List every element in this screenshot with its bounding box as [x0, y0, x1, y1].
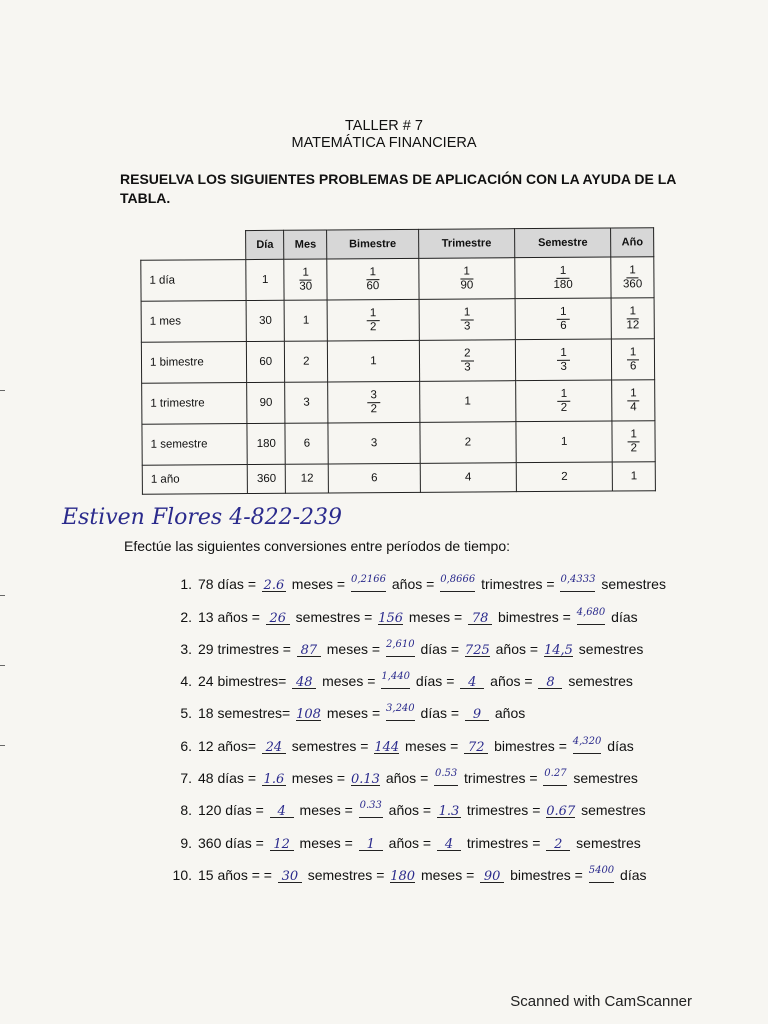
problem-number: 10.	[172, 866, 192, 883]
answer-blank	[546, 800, 575, 818]
handwritten-answer: 90	[483, 868, 501, 884]
handwritten-answer: 4,680	[576, 606, 606, 618]
numerator: 3	[367, 389, 380, 403]
fraction	[557, 305, 570, 332]
fraction	[627, 346, 640, 373]
answer-blank	[292, 671, 316, 689]
problem-text: trimestres =	[460, 770, 542, 787]
problem-number: 2.	[180, 608, 192, 625]
answer-blank	[262, 768, 286, 786]
fraction	[299, 266, 312, 293]
table-cell: 1	[246, 259, 285, 300]
handwritten-answer: 72	[467, 739, 485, 755]
answer-blank	[278, 865, 302, 883]
numerator: 1	[460, 265, 473, 279]
answer-blank	[464, 736, 488, 754]
table-corner	[143, 231, 167, 259]
problem-text: meses =	[295, 802, 357, 819]
numerator: 1	[626, 264, 639, 278]
table-cell: 180	[247, 423, 286, 464]
handwritten-answer: 0,2166	[350, 574, 386, 586]
answer-blank	[390, 865, 415, 883]
table-cell: 4	[420, 463, 516, 493]
answer-blank	[437, 833, 461, 851]
problem-line	[168, 754, 688, 786]
denominator: 2	[370, 402, 378, 415]
problem-number: 4.	[180, 673, 192, 690]
scan-edge-mark	[0, 665, 5, 666]
table-cell: 3	[285, 382, 328, 423]
fraction	[367, 307, 380, 334]
problem-text: 29 trimestres =	[198, 640, 295, 657]
handwritten-answer: 3,240	[386, 703, 415, 715]
handwritten-answer: 0,4333	[560, 574, 596, 586]
answer-blank	[381, 672, 410, 689]
denominator: 360	[622, 277, 643, 290]
answer-blank	[468, 607, 492, 625]
table-cell: 60	[246, 341, 285, 382]
problem-text: 12 años=	[198, 737, 260, 754]
problem-line	[168, 592, 688, 624]
denominator: 2	[560, 401, 568, 414]
table-row	[142, 462, 655, 495]
answer-blank	[589, 866, 614, 883]
problem-text: semestres	[574, 640, 644, 657]
problem-text: trimestres =	[462, 834, 545, 851]
row-label: 1 semestre	[142, 424, 247, 466]
problem-text: 18 semestres=	[198, 705, 295, 722]
problem-text: 24 bimestres=	[198, 673, 291, 690]
table-cell	[327, 299, 419, 341]
answer-blank	[480, 865, 504, 883]
problem-line	[168, 689, 688, 721]
exercise-intro: Efectúe las siguientes conversiones entre períodos de tiempo:	[124, 538, 511, 554]
problem-text: años =	[381, 770, 433, 787]
handwritten-answer: 108	[296, 707, 321, 723]
scanner-watermark: Scanned with CamScanner	[510, 993, 692, 1010]
table-row	[141, 298, 654, 343]
problem-line	[168, 721, 688, 753]
table-cell	[515, 257, 612, 299]
table-cell	[419, 258, 516, 300]
denominator: 6	[629, 359, 637, 372]
answer-blank	[546, 833, 570, 851]
problem-text: 120 días =	[198, 802, 268, 819]
column-header: Año	[611, 228, 654, 257]
problem-number: 7.	[180, 770, 192, 787]
table-cell: 1	[285, 300, 328, 341]
fraction	[553, 264, 572, 291]
problem-text: días =	[416, 705, 463, 722]
problem-text: años	[490, 705, 526, 722]
denominator: 3	[560, 360, 567, 373]
column-header: Trimestre	[418, 229, 514, 259]
table-cell	[516, 380, 613, 422]
problem-text: 360 días =	[198, 834, 268, 851]
table-cell	[515, 339, 612, 381]
numerator: 1	[367, 307, 380, 321]
answer-blank	[543, 769, 567, 786]
numerator: 2	[461, 347, 474, 361]
table-cell: 2	[420, 422, 517, 464]
problem-text: días	[616, 866, 647, 883]
table-cell	[419, 340, 516, 382]
fraction	[461, 347, 474, 374]
table-cell	[612, 421, 655, 462]
problem-text: meses =	[322, 705, 385, 722]
student-name-id: Estiven Flores 4-822-239	[62, 505, 343, 530]
table-cell: 360	[247, 464, 286, 493]
table-cell: 90	[247, 382, 286, 423]
handwritten-answer: 2.6	[263, 578, 285, 594]
denominator: 30	[299, 280, 313, 293]
denominator: 60	[366, 279, 380, 292]
problem-text: años =	[384, 834, 435, 851]
numerator: 1	[558, 387, 571, 401]
problem-line	[168, 625, 688, 657]
scan-edge-mark	[0, 390, 5, 391]
problem-text: trimestres =	[477, 576, 559, 593]
row-label: 1 día	[141, 260, 246, 302]
handwritten-answer: 8	[546, 675, 555, 691]
problem-text: meses =	[287, 576, 349, 593]
problem-text: bimestres =	[506, 866, 587, 883]
problem-text: meses =	[295, 834, 357, 851]
problem-text: semestres	[577, 802, 646, 819]
handwritten-answer: 4	[468, 675, 477, 691]
problem-text: meses =	[318, 673, 380, 690]
handwritten-answer: 4,320	[572, 735, 602, 747]
handwritten-answer: 2	[554, 836, 563, 852]
handwritten-answer: 156	[378, 610, 404, 626]
fraction	[460, 265, 473, 292]
answer-blank	[378, 607, 403, 625]
numerator: 1	[627, 346, 640, 360]
table-cell	[284, 259, 327, 300]
handwritten-answer: 26	[269, 610, 287, 626]
problem-text: bimestres =	[490, 737, 571, 754]
table-cell	[419, 299, 516, 341]
problem-text: semestres	[597, 576, 666, 593]
problem-text: meses =	[417, 866, 479, 883]
fraction	[461, 306, 474, 333]
problem-text: semestres	[572, 834, 641, 851]
handwritten-answer: 9	[472, 707, 482, 723]
problem-text: trimestres =	[462, 802, 545, 819]
table-cell: 6	[285, 423, 328, 464]
problem-text: 48 días =	[198, 770, 260, 787]
problem-text: días =	[411, 673, 459, 690]
table-cell	[612, 339, 655, 380]
answer-blank	[544, 639, 573, 657]
handwritten-answer: 24	[265, 739, 283, 755]
table-cell: 1	[327, 340, 419, 382]
table-row	[142, 421, 655, 466]
numerator: 1	[557, 264, 570, 278]
handwritten-answer: 0.67	[546, 804, 576, 820]
denominator: 90	[460, 278, 474, 292]
problem-number: 3.	[180, 640, 192, 657]
instructions: RESUELVA LOS SIGUIENTES PROBLEMAS DE APLICACIÓN CON LA AYUDA DE LA TABLA.	[120, 171, 676, 206]
conversion-table	[140, 227, 656, 495]
handwritten-answer: 78	[471, 610, 489, 626]
table-cell: 2	[516, 462, 612, 492]
table-cell: 6	[328, 463, 420, 493]
fraction	[558, 387, 571, 414]
handwritten-answer: 0,8666	[440, 574, 476, 586]
table-cell: 1	[516, 421, 613, 463]
answer-blank	[351, 768, 380, 786]
answer-blank	[460, 671, 484, 689]
table-cell: 12	[286, 464, 329, 493]
column-header: Día	[246, 230, 285, 259]
problem-text: 13 años =	[198, 608, 264, 625]
problem-text: meses =	[401, 737, 463, 754]
denominator: 3	[463, 319, 471, 333]
numerator: 1	[461, 306, 474, 320]
problem-text: años =	[491, 640, 542, 657]
numerator: 1	[557, 346, 570, 360]
problem-list	[168, 560, 688, 883]
handwritten-answer: 14,5	[543, 642, 573, 658]
handwritten-answer: 0.33	[359, 800, 382, 812]
numerator: 1	[627, 387, 640, 401]
denominator: 12	[626, 318, 640, 331]
table-header-row	[141, 228, 654, 261]
problem-text: meses =	[287, 770, 349, 787]
problem-number: 5.	[180, 705, 192, 722]
problem-text: semestres	[569, 770, 638, 787]
problem-number: 1.	[180, 576, 192, 593]
handwritten-answer: 30	[281, 868, 299, 884]
problem-line	[168, 657, 688, 689]
table-cell	[612, 380, 655, 421]
handwritten-answer: 1.3	[438, 804, 460, 820]
problem-line	[168, 818, 688, 850]
problem-number: 9.	[180, 834, 192, 851]
handwritten-answer: 725	[464, 642, 490, 658]
answer-blank	[296, 703, 321, 721]
problem-line	[168, 560, 688, 592]
row-label: 1 trimestre	[142, 383, 247, 425]
table-cell: 3	[328, 422, 420, 464]
problem-text: días	[603, 737, 634, 754]
numerator: 1	[627, 428, 640, 442]
numerator: 1	[299, 266, 312, 280]
problem-text: años =	[486, 673, 537, 690]
table-row	[141, 257, 654, 302]
problem-text: meses =	[405, 608, 467, 625]
denominator: 4	[630, 400, 637, 413]
row-label: 1 bimestre	[141, 342, 246, 384]
answer-blank	[359, 801, 383, 818]
problem-text: años =	[384, 802, 435, 819]
answer-blank	[270, 833, 294, 851]
fraction	[557, 346, 570, 373]
answer-blank	[538, 671, 562, 689]
table-cell: 1	[613, 462, 656, 491]
table-cell	[327, 258, 419, 300]
problem-text: días	[607, 608, 638, 625]
handwritten-answer: 0.27	[544, 768, 567, 780]
answer-blank	[577, 608, 606, 625]
problem-number: 6.	[180, 737, 192, 754]
answer-blank	[297, 639, 321, 657]
table-cell: 30	[246, 300, 285, 341]
scan-edge-mark	[0, 595, 5, 596]
handwritten-answer: 4	[277, 804, 286, 820]
numerator: 1	[557, 305, 570, 319]
column-header: Semestre	[515, 228, 611, 258]
handwritten-answer: 1,440	[381, 671, 410, 683]
fraction	[627, 387, 640, 414]
denominator: 3	[464, 360, 471, 374]
answer-blank	[386, 640, 415, 657]
handwritten-answer: 1.6	[263, 772, 285, 788]
table-cell	[611, 257, 654, 298]
handwritten-answer: 0.53	[435, 768, 458, 780]
answer-blank	[386, 704, 415, 721]
answer-blank	[465, 703, 489, 721]
problem-text: 78 días =	[198, 576, 260, 593]
answer-blank	[266, 607, 290, 625]
handwritten-answer: 144	[374, 739, 400, 755]
fraction	[627, 428, 640, 455]
numerator: 1	[627, 305, 640, 319]
problem-text: semestres =	[303, 866, 389, 883]
denominator: 2	[630, 441, 637, 454]
handwritten-answer: 12	[273, 836, 290, 852]
handwritten-answer: 180	[390, 868, 416, 884]
answer-blank	[434, 769, 458, 786]
numerator: 1	[367, 266, 380, 280]
problem-text: días =	[416, 640, 463, 657]
handwritten-answer: 87	[300, 642, 318, 658]
problem-text: meses =	[322, 640, 384, 657]
fraction	[626, 305, 639, 332]
column-header: Bimestre	[327, 229, 419, 259]
answer-blank	[262, 574, 286, 592]
fraction	[623, 264, 642, 291]
problem-text: 15 años = =	[198, 866, 276, 883]
denominator: 2	[369, 320, 377, 333]
answer-blank	[270, 800, 294, 818]
handwritten-answer: 48	[295, 675, 313, 691]
answer-blank	[359, 833, 383, 851]
row-label: 1 año	[142, 465, 247, 495]
handwritten-answer: 0.13	[350, 772, 380, 788]
problem-text: semestres =	[287, 737, 373, 754]
handwritten-answer: 5400	[588, 864, 615, 876]
table-cell	[328, 381, 420, 423]
column-header: Mes	[284, 230, 327, 259]
table-cell: 2	[285, 341, 328, 382]
table-cell	[515, 298, 612, 340]
answer-blank	[440, 575, 475, 592]
answer-blank	[374, 736, 399, 754]
handwritten-answer: 2,610	[385, 638, 415, 650]
worksheet-title: TALLER # 7	[345, 118, 423, 134]
handwritten-answer: 4	[444, 836, 454, 852]
fraction	[366, 266, 379, 293]
row-label: 1 mes	[141, 301, 246, 343]
table-row	[141, 339, 654, 384]
problem-text: semestres =	[291, 608, 377, 625]
table-row	[142, 380, 655, 425]
answer-blank	[351, 575, 386, 592]
problem-text: años =	[387, 576, 439, 593]
problem-line	[168, 786, 688, 818]
answer-blank	[262, 736, 286, 754]
handwritten-answer: 1	[366, 836, 375, 852]
fraction	[367, 389, 380, 416]
table-cell	[611, 298, 654, 339]
worksheet-subtitle: MATEMÁTICA FINANCIERA	[291, 135, 477, 151]
table-cell: 1	[419, 381, 516, 423]
problem-number: 8.	[180, 802, 192, 819]
answer-blank	[560, 575, 595, 592]
answer-blank	[573, 737, 602, 754]
problem-line	[168, 851, 688, 883]
denominator: 180	[553, 278, 573, 291]
answer-blank	[437, 800, 461, 818]
problem-text: bimestres =	[494, 608, 575, 625]
answer-blank	[465, 639, 490, 657]
denominator: 6	[560, 319, 567, 332]
scan-edge-mark	[0, 745, 5, 746]
problem-text: semestres	[564, 673, 633, 690]
